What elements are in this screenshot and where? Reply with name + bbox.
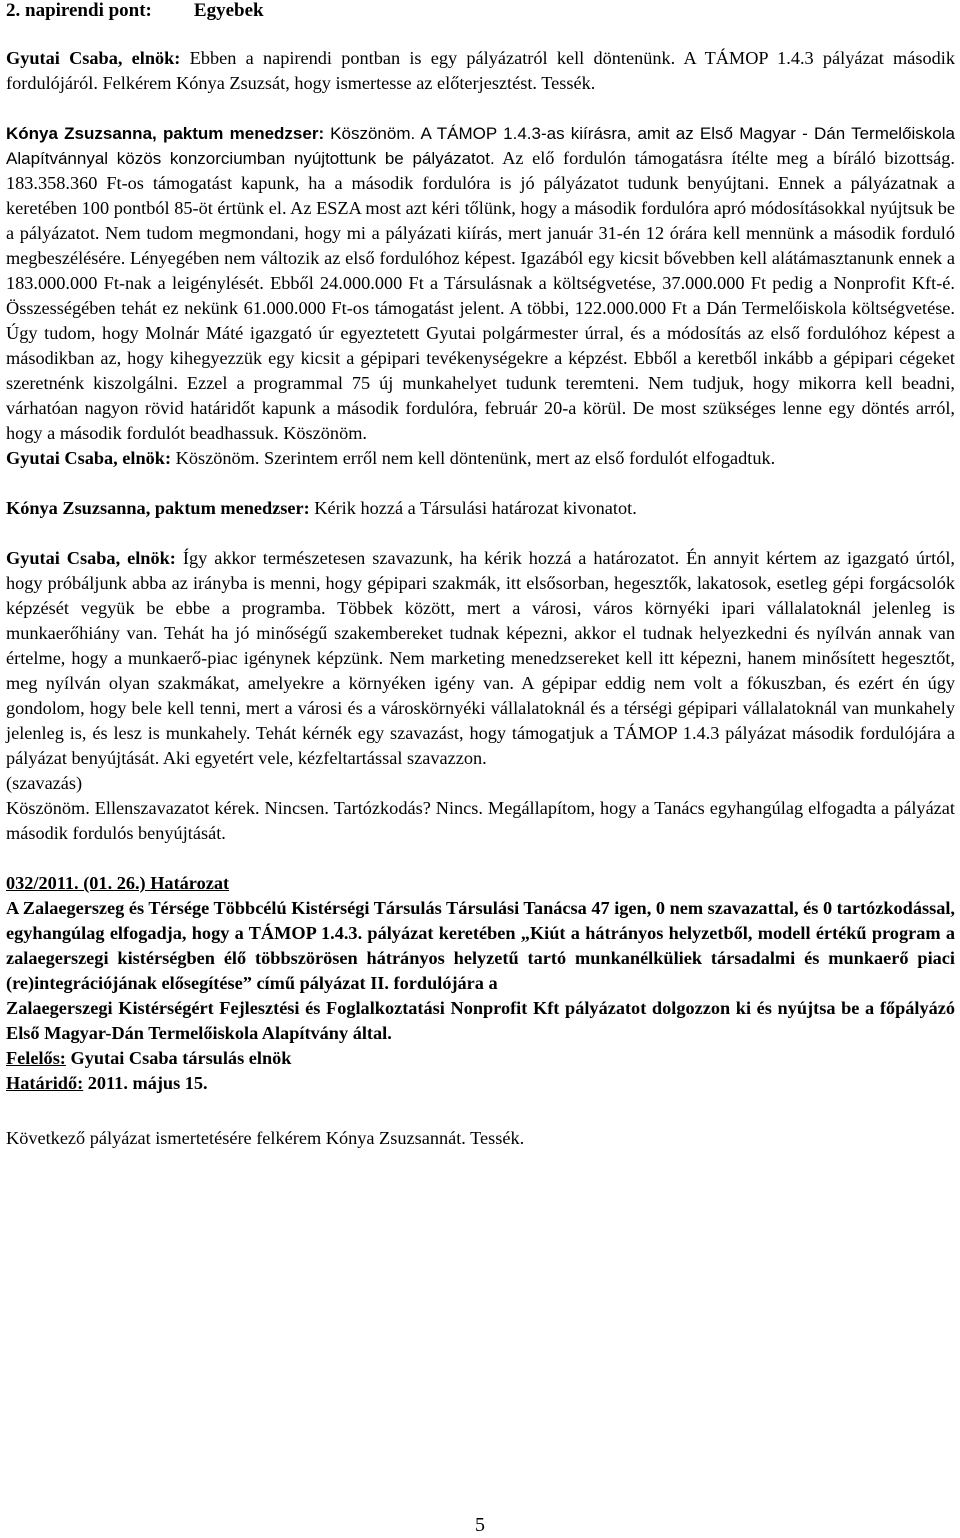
deadline-label: Határidő: xyxy=(6,1073,84,1093)
paragraph-5 xyxy=(6,546,955,771)
paragraph-text-serif-2: 360 Ft-os támogatást kapunk, ha a második fordulóra is jó pályázatot tudunk benyújtani. xyxy=(69,173,770,193)
paragraph-text: Ebben a napirendi pontban is egy pályázatról kell döntenünk. A TÁMOP 1.4.3 pályázat második fordulójáról. Felkérem Kónya Zsuzsát, hogy ismertesse az előterjesztést. Tessék. xyxy=(6,48,955,93)
paragraph-1 xyxy=(6,46,955,96)
paragraph-text-serif-5: Nem tudom megmondani, hogy mi a pályázati kiírás, mert január 31-én 12 órára kell mennünk a második forduló megbeszélésére. Lényegében nem változik az első fordulóhoz képest. Igazából egy kicsit bővebben kell alátámasztanunk ennek a 183.000.000 Ft-nak a leigénylését. Ebből 24.000.000 Ft a Társulásnak a költségvetése, 37.000.000 Ft pedig a Nonprofit Kft-é. Összességében tehát ez nekünk 61.000.000 Ft-os támogatást jelent. A többi, 122.000.000 Ft a Dán Termelőiskola költségvetése. Úgy tudom, hogy Molnár Máté igazgató úr egyeztetett Gyutai polgármester úrral, és a módosítás az első fordulóhoz képest a másodikban az, hogy kihegyezzük egy kicsit a gépipari tevékenységekre a képzést. Ebből a keretből inkább a gépipari cégeket szeretnénk kiszolgálni. Ezzel a programmal 75 új munkahelyet tudunk teremteni. Nem tudjuk, hogy mikorra kell beadni, várhatóan nagyon rövid határidőt kapunk a második fordulóra, február 20-a körül. De most szükséges lenne egy döntés arról, hogy a második fordulót beadhassuk. Köszönöm. xyxy=(6,223,955,443)
paragraph-text: Kérik hozzá a Társulási határozat kivonatot. xyxy=(314,498,637,518)
agenda-heading xyxy=(6,0,955,23)
paragraph-text: Így akkor természetesen szavazunk, ha kérik hozzá a határozatot. Én annyit kértem az igazgató úrtól, hogy próbáljunk abba az irányba is menni, hogy gépipari szakmák, itt elsősorban, hegesztők, lakatosok, esetleg gépi forgácsolók képzését vegyük be ebbe a programba. Többek között, mert a városi, város környéki ipari vállalatoknál jelenleg is munkaerőhiány van. Tehát ha jó minőségű szakembereket tudnak képezni, akkor el tudnak helyezkedni és nyílván annak van értelme, hogy a munkaerő-piac igénynek képzünk. Nem marketing menedzsereket kell itt képezni, hanem minősített hegesztőt, meg nyílván olyan szakmákat, amelyekre a környéken igény van. A gépipar eddig nem volt a fókuszban, és ezért én úgy gondolom, hogy bele kell tenni, mert a városi és a városkörnyéki vállalatoknál és a térségi gépipari vállalatoknál van munkahely jelenleg is, és lesz is munkahely. Tehát kérnék egy szavazást, hogy támogatjuk a TÁMOP 1.4.3 pályázat második fordulójára a pályázat benyújtását. Aki egyetért vele, kézfeltartással szavazzon. xyxy=(6,548,955,768)
responsible-label: Felelős: xyxy=(6,1048,66,1068)
agenda-number: 2. napirendi pont: xyxy=(6,0,152,21)
closing-paragraph: Következő pályázat ismertetésére felkérem Kónya Zsuzsannát. Tessék. xyxy=(6,1128,525,1148)
speaker-label: Kónya Zsuzsanna, paktum menedzser: xyxy=(6,124,325,143)
speaker-label: Kónya Zsuzsanna, paktum menedzser: xyxy=(6,498,310,518)
resolution-deadline xyxy=(6,1071,955,1096)
vote-note: (szavazás) xyxy=(6,773,83,793)
paragraph-text-serif-1: Az elő fordulón támogatásra ítélte meg a bíráló bizottság. 183.358. xyxy=(6,148,955,193)
resolution-responsible xyxy=(6,1046,955,1071)
paragraph-text-sans-1: Köszönöm. A TÁMOP 1.4.3-as kiírásra, amit az Első Magyar - Dán Termelőiskola Alapítvánnyal közös konzorciumban nyújtottunk be pályázatot. xyxy=(6,124,955,168)
speaker-label: Gyutai Csaba, elnök: xyxy=(6,448,172,468)
document-page xyxy=(6,0,955,1151)
resolution-title: 032/2011. (01. 26.) Határozat xyxy=(6,873,230,893)
paragraph-text: Köszönöm. Szerintem erről nem kell döntenünk, mert az első fordulót elfogadtuk. xyxy=(175,448,776,468)
resolution-body-2: Zalaegerszegi Kistérségért Fejlesztési és Foglalkoztatási Nonprofit Kft pályázatot dolgozzon ki és nyújtsa be a főpályázó Első Magyar-Dán Termelőiskola Alapítvány által. xyxy=(6,998,955,1043)
paragraph-text-serif-4: Az ESZA most azt kéri tőlünk, hogy a második fordulóra apró módosításokkal nyújtsuk be a pályázatot. xyxy=(6,198,955,243)
paragraph-text-serif-3: Ennek a pályázatnak a keretében 100 pontból 85-öt értünk el. xyxy=(6,173,955,218)
paragraph-2 xyxy=(6,121,955,446)
speaker-label: Gyutai Csaba, elnök: xyxy=(6,48,181,68)
agenda-topic: Egyebek xyxy=(193,0,264,21)
deadline-value: 2011. május 15. xyxy=(87,1073,208,1093)
paragraph-4 xyxy=(6,496,955,521)
paragraph-3 xyxy=(6,446,955,471)
resolution-body-1: A Zalaegerszeg és Térsége Többcélú Kistérségi Társulás Társulási Tanácsa 47 igen, 0 nem szavazattal, és 0 tartózkodással, egyhangúlag elfogadja, hogy a TÁMOP 1.4.3. pályázat keretében „Kiút a hátrányos helyzetből, modell értékű program a zalaegerszegi kistérségben élő többszörösen hátrányos helyzetű tartó munkanélküliek társadalmi és munkaerő piaci (re)integrációjának elősegítése” című pályázat II. fordulójára a xyxy=(6,898,955,993)
page-number: 5 xyxy=(475,1514,485,1536)
responsible-value: Gyutai Csaba társulás elnök xyxy=(70,1048,292,1068)
vote-result: Köszönöm. Ellenszavazatot kérek. Nincsen. Tartózkodás? Nincs. Megállapítom, hogy a Tanács egyhangúlag elfogadta a pályázat második fordulós benyújtását. xyxy=(6,798,955,843)
speaker-label: Gyutai Csaba, elnök: xyxy=(6,548,176,568)
